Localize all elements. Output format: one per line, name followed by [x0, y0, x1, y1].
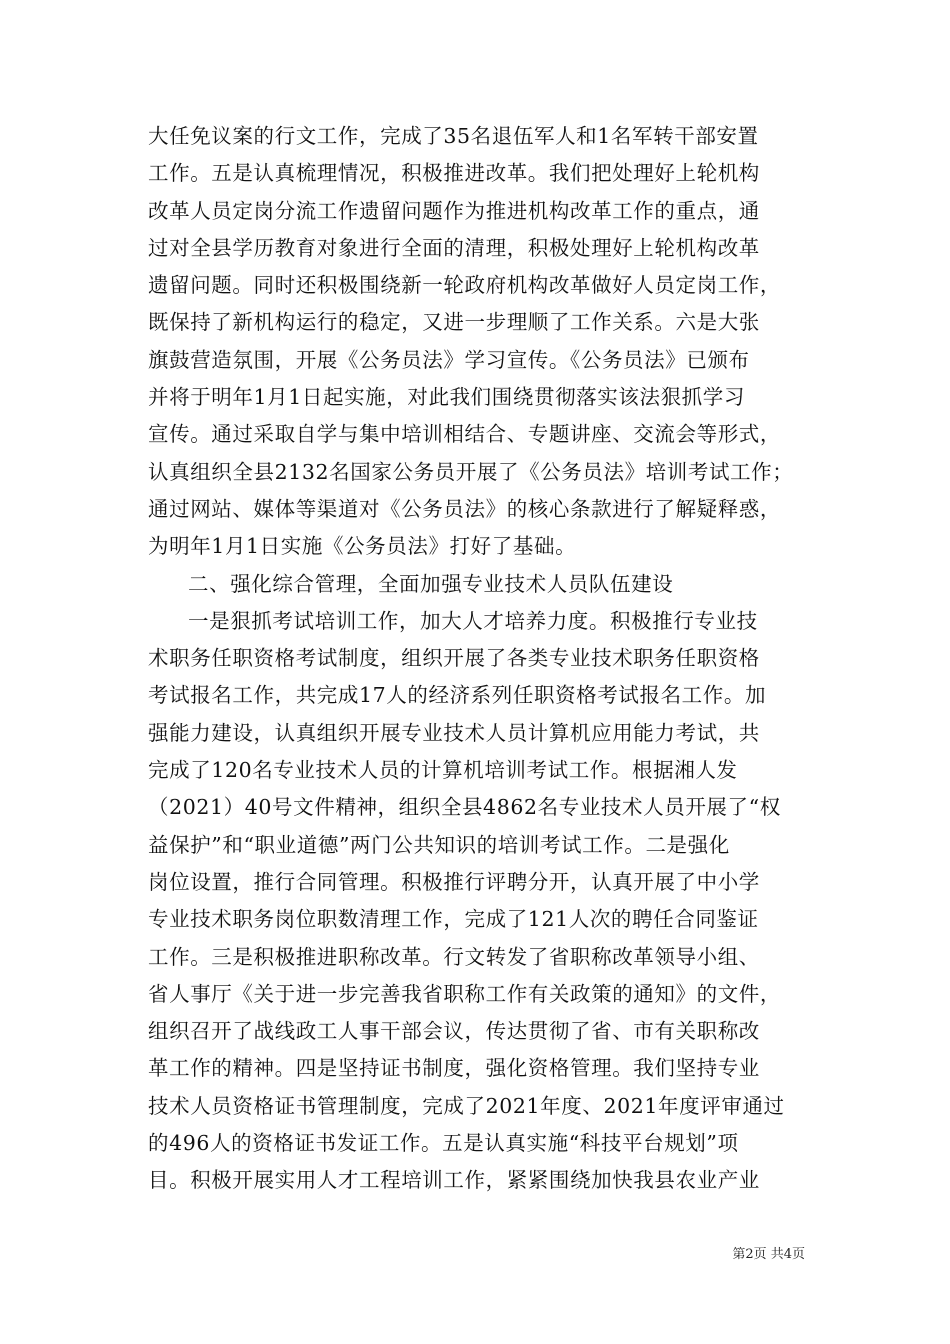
- body-line: 过对全县学历教育对象进行全面的清理，积极处理好上轮机构改革: [148, 235, 760, 260]
- body-line: 专业技术职务岗位职数清理工作，完成了121人次的聘任合同鉴证: [148, 907, 759, 932]
- body-line: 既保持了新机构运行的稳定，又进一步理顺了工作关系。六是大张: [148, 310, 760, 335]
- body-line: 完成了120名专业技术人员的计算机培训考试工作。根据湘人发: [148, 758, 738, 783]
- body-line: 改革人员定岗分流工作遗留问题作为推进机构改革工作的重点，通: [148, 198, 760, 223]
- paragraph-first-line: 一是狠抓考试培训工作，加大人才培养力度。积极推行专业技: [188, 608, 758, 633]
- document-body: [148, 118, 808, 1200]
- body-line: 大任免议案的行文工作，完成了35名退伍军人和1名军转干部安置: [148, 124, 759, 148]
- body-line: 术职务任职资格考试制度，组织开展了各类专业技术职务任职资格: [148, 646, 760, 671]
- body-line: 遗留问题。同时还积极围绕新一轮政府机构改革做好人员定岗工作，: [148, 273, 781, 298]
- body-line: 宣传。通过采取自学与集中培训相结合、专题讲座、交流会等形式，: [148, 422, 781, 447]
- body-line: 工作。三是积极推进职称改革。行文转发了省职称改革领导小组、: [148, 944, 760, 969]
- body-line: 并将于明年1月1日起实施，对此我们围绕贯彻落实该法狠抓学习: [148, 385, 745, 410]
- body-line: 考试报名工作，共完成17人的经济系列任职资格考试报名工作。加: [148, 683, 767, 708]
- body-line: 强能力建设，认真组织开展专业技术人员计算机应用能力考试，共: [148, 720, 760, 745]
- body-line: 组织召开了战线政工人事干部会议，传达贯彻了省、市有关职称改: [148, 1019, 760, 1044]
- body-line: 益保护”和“职业道德”两门公共知识的培训考试工作。二是强化: [148, 832, 730, 857]
- body-line: 工作。五是认真梳理情况，积极推进改革。我们把处理好上轮机构: [148, 161, 760, 186]
- body-line: 技术人员资格证书管理制度，完成了2021年度、2021年度评审通过: [148, 1093, 785, 1118]
- body-line: 为明年1月1日实施《公务员法》打好了基础。: [148, 534, 577, 559]
- body-line: 革工作的精神。四是坚持证书制度，强化资格管理。我们坚持专业: [148, 1056, 760, 1081]
- body-line: （2021）40号文件精神，组织全县4862名专业技术人员开展了“权: [148, 795, 781, 820]
- body-line: 省人事厅《关于进一步完善我省职称工作有关政策的通知》的文件，: [148, 981, 781, 1006]
- body-line: 旗鼓营造氛围，开展《公务员法》学习宣传。《公务员法》已颁布: [148, 347, 750, 372]
- body-line: 岗位设置，推行合同管理。积极推行评聘分开，认真开展了中小学: [148, 869, 760, 894]
- body-line: 认真组织全县2132名国家公务员开展了《公务员法》培训考试工作；: [148, 459, 794, 484]
- body-line: 通过网站、媒体等渠道对《公务员法》的核心条款进行了解疑释惑，: [148, 496, 781, 521]
- section-heading: 二、强化综合管理，全面加强专业技术人员队伍建设: [188, 571, 674, 596]
- body-line: 的496人的资格证书发证工作。五是认真实施“科技平台规划”项: [148, 1131, 739, 1156]
- page-number-footer: 第2页 共4页: [732, 1247, 805, 1262]
- body-line: 目。积极开展实用人才工程培训工作，紧紧围绕加快我县农业产业: [148, 1168, 760, 1193]
